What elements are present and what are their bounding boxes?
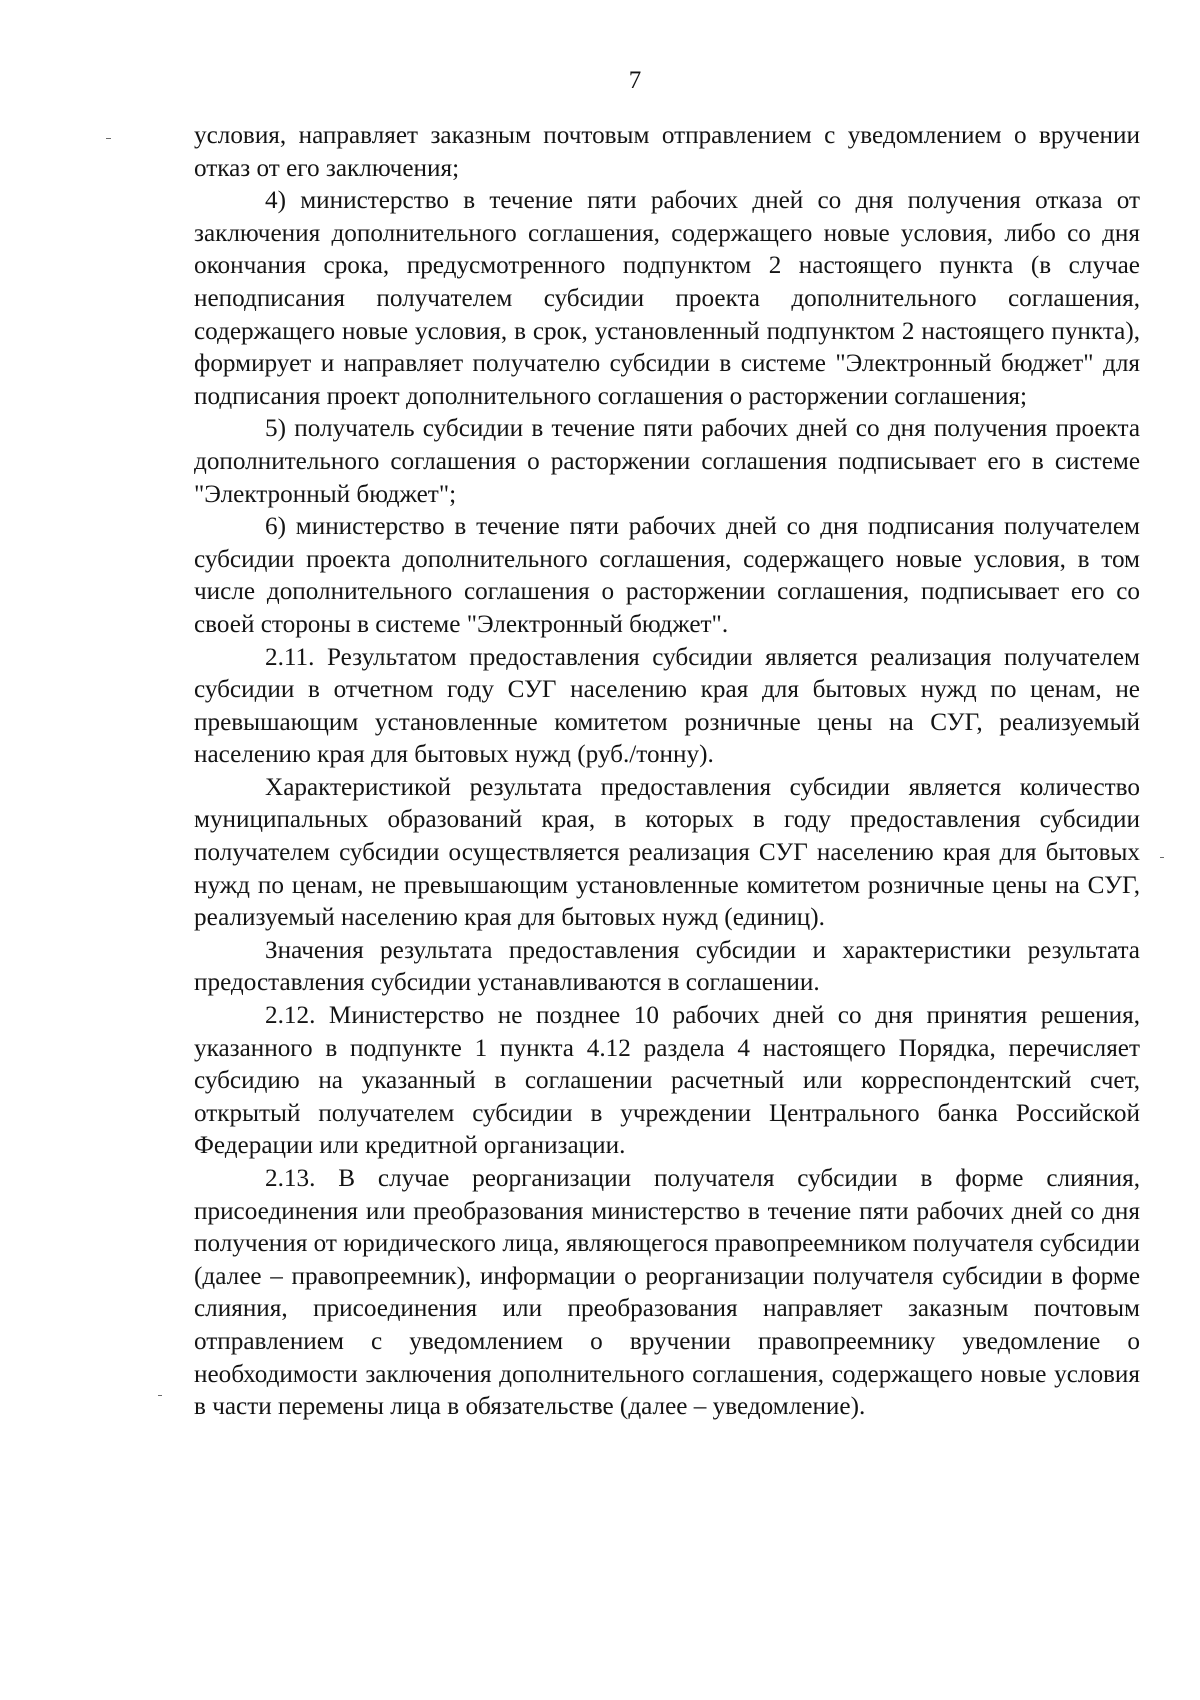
scan-mark — [1160, 857, 1164, 858]
paragraph-item-5: 5) получатель субсидии в течение пяти рабочих дней со дня получения проекта дополнительного соглашения о расторжении соглашения подписывает его в системе "Электронный бюджет"; — [194, 415, 1140, 508]
paragraph-item-6: 6) министерство в течение пяти рабочих дней со дня подписания получателем субсидии проекта дополнительного соглашения, содержащего новые условия, в том числе дополнительного соглашения о расторжении соглашения, подписывает его со своей стороны в системе "Электронный бюджет". — [194, 513, 1140, 638]
scan-mark — [158, 1395, 162, 1396]
paragraph-result-characteristic: Характеристикой результата предоставления субсидии является количество муниципальных образований края, в которых в году предоставления субсидии получателем субсидии осуществляется реализация СУГ населению края для бытовых нужд по ценам, не превышающим установленные комитетом розничные цены на СУГ, реализуемый населению края для бытовых нужд (единиц). — [194, 773, 1140, 932]
paragraph-result-values: Значения результата предоставления субсидии и характеристики результата предоставления субсидии устанавливаются в соглашении. — [194, 936, 1140, 997]
paragraph-item-4: 4) министерство в течение пяти рабочих дней со дня получения отказа от заключения дополнительного соглашения, содержащего новые условия, либо со дня окончания срока, предусмотренного подпунктом 2 настоящего пункта (в случае неподписания получателем субсидии проекта дополнительного соглашения, содержащего новые условия, в срок, установленный подпунктом 2 настоящего пункта), формирует и направляет получателю субсидии в системе "Электронный бюджет" для подписания проект дополнительного соглашения о расторжении соглашения; — [194, 187, 1140, 410]
paragraph-clause-2-11: 2.11. Результатом предоставления субсидии является реализация получателем субсидии в отчетном году СУГ населению края для бытовых нужд по ценам, не превышающим установленные комитетом розничные цены на СУГ, реализуемый населению края для бытовых нужд (руб./тонну). — [194, 643, 1140, 769]
page-number: 7 — [628, 67, 642, 94]
scan-mark — [106, 138, 111, 139]
paragraph-clause-2-13: 2.13. В случае реорганизации получателя субсидии в форме слияния, присоединения или преобразования министерство в течение пяти рабочих дней со дня получения от юридического лица, являющегося правопреемником получателя субсидии (далее – правопреемник), информации о реорганизации получателя субсидии в форме слияния, присоединения или преобразования направляет заказным почтовым отправлением с уведомлением о вручении правопреемнику уведомление о необходимости заключения дополнительного соглашения, содержащего новые условия в части перемены лица в обязательстве (далее – уведомление). — [194, 1165, 1140, 1421]
paragraph-continuation: условия, направляет заказным почтовым отправлением с уведомлением о вручении отказ от его заключения; — [194, 122, 1140, 182]
document-body — [194, 120, 1140, 1424]
paragraph-clause-2-12: 2.12. Министерство не позднее 10 рабочих дней со дня принятия решения, указанного в подпункте 1 пункта 4.12 раздела 4 настоящего Порядка, перечисляет субсидию на указанный в соглашении расчетный или корреспондентский счет, открытый получателем субсидии в учреждении Центрального банка Российской Федерации или кредитной организации. — [194, 1002, 1140, 1160]
